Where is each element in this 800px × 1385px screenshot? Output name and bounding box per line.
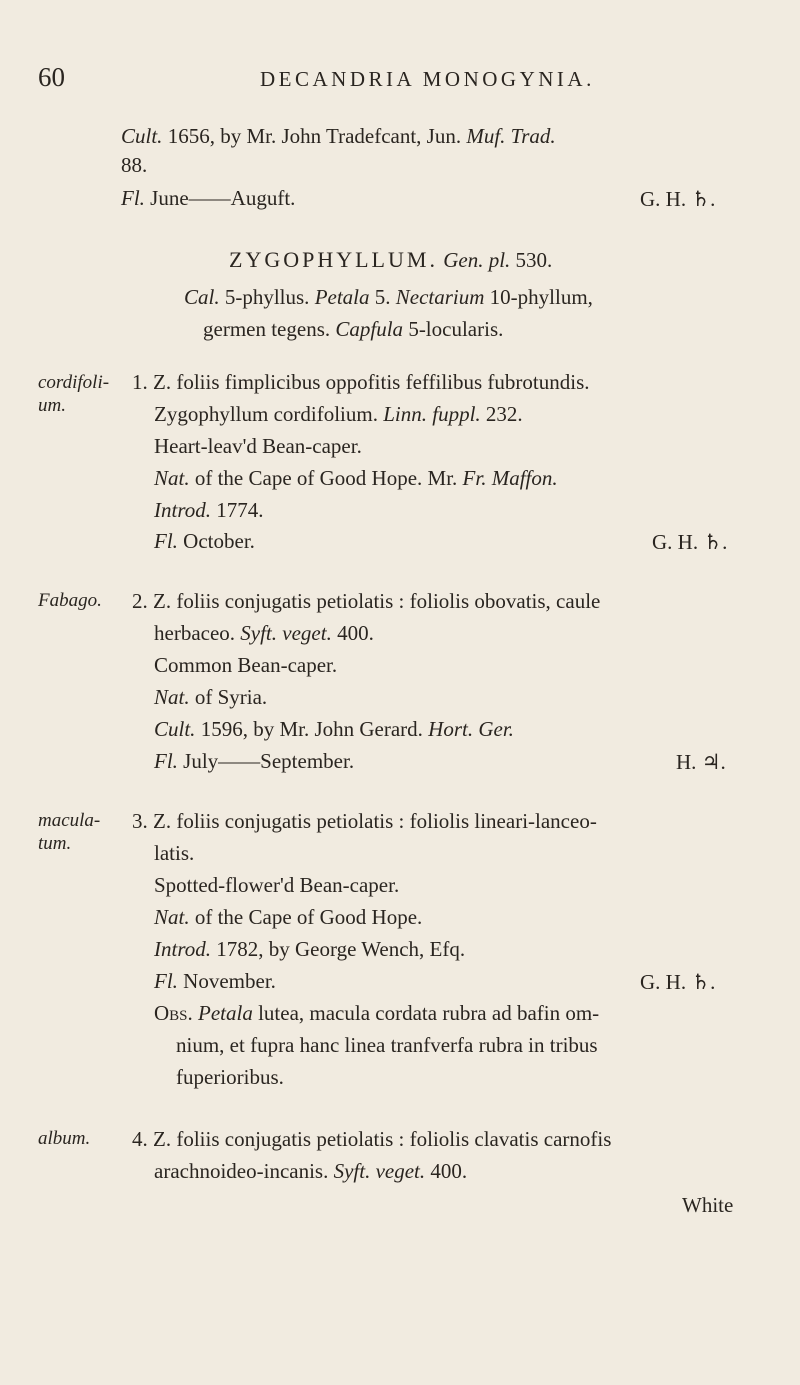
species1-flowering: Fl. October. bbox=[154, 529, 255, 553]
species3-diagnosis: 3. Z. foliis conjugatis petiolatis : foliolis lineari-lanceo- bbox=[132, 809, 597, 833]
species3-native: Nat. of the Cape of Good Hope. bbox=[154, 905, 423, 929]
prev-cult-ref-num: 88. bbox=[121, 153, 148, 177]
margin-name-fabago: Fabago. bbox=[38, 590, 102, 611]
prev-cult-line: Cult. 1656, by Mr. John Tradefcant, Jun. Muf. Trad. bbox=[121, 124, 556, 148]
margin-name-maculatum: macula- tum. bbox=[38, 810, 101, 854]
genus-name: ZYGOPHYLLUM. bbox=[229, 247, 438, 272]
species1-introduced: Introd. 1774. bbox=[154, 498, 264, 522]
species4-diagnosis: 4. Z. foliis conjugatis petiolatis : foliolis clavatis carnofis bbox=[132, 1127, 612, 1151]
genus-heading: ZYGOPHYLLUM. Gen. pl. 530. bbox=[229, 247, 553, 272]
species4-diagnosis-cont: arachnoideo-incanis. Syft. veget. 400. bbox=[154, 1159, 468, 1183]
species1-synonym: Zygophyllum cordifolium. Linn. fuppl. 232. bbox=[154, 402, 523, 426]
genus-character-line1: Cal. 5-phyllus. Petala 5. Nectarium 10-phyllum, bbox=[184, 285, 593, 309]
species3-introduced: Introd. 1782, by George Wench, Efq. bbox=[154, 937, 466, 961]
species2-diagnosis-cont: herbaceo. Syft. veget. 400. bbox=[154, 621, 374, 645]
page-header bbox=[0, 62, 800, 102]
page-number: 60 bbox=[38, 62, 65, 92]
species2-common-name: Common Bean-caper. bbox=[154, 653, 338, 677]
species2-flowering: Fl. July——September. bbox=[154, 749, 355, 773]
species1-diagnosis: 1. Z. foliis fimplicibus oppofitis feffilibus fubrotundis. bbox=[132, 370, 590, 394]
margin-name-cordifolium: cordifoli- um. bbox=[38, 372, 110, 416]
species3-observation-end: fuperioribus. bbox=[176, 1065, 284, 1089]
species3-observation-cont: nium, et fupra hanc linea tranfverfa rubra in tribus bbox=[176, 1033, 598, 1057]
species3-diagnosis-cont: latis. bbox=[154, 841, 195, 865]
species3-observation: Obs. Petala lutea, macula cordata rubra ad bafin om- bbox=[154, 1001, 600, 1025]
species2-habitat: H. ♃. bbox=[676, 750, 726, 774]
catchword: White bbox=[682, 1193, 734, 1217]
genus-character-line2: germen tegens. Capfula 5-locularis. bbox=[203, 317, 504, 341]
genus-ref: Gen. pl. bbox=[443, 248, 511, 272]
prev-flowering: Fl. June——Auguft. bbox=[121, 186, 296, 210]
species1-native: Nat. of the Cape of Good Hope. Mr. Fr. Maffon. bbox=[154, 466, 558, 490]
running-head: DECANDRIA MONOGYNIA. bbox=[260, 67, 595, 91]
prev-habitat: G. H. ♄. bbox=[640, 187, 716, 211]
species1-common-name: Heart-leav'd Bean-caper. bbox=[154, 434, 362, 458]
species1-habitat: G. H. ♄. bbox=[652, 530, 728, 554]
species3-common-name: Spotted-flower'd Bean-caper. bbox=[154, 873, 400, 897]
species2-cultivated: Cult. 1596, by Mr. John Gerard. Hort. Ger. bbox=[154, 717, 514, 741]
species3-flowering: Fl. November. bbox=[154, 969, 276, 993]
species3-habitat: G. H. ♄. bbox=[640, 970, 716, 994]
margin-name-album: album. bbox=[38, 1128, 91, 1149]
species2-diagnosis: 2. Z. foliis conjugatis petiolatis : foliolis obovatis, caule bbox=[132, 589, 601, 613]
species2-native: Nat. of Syria. bbox=[154, 685, 268, 709]
